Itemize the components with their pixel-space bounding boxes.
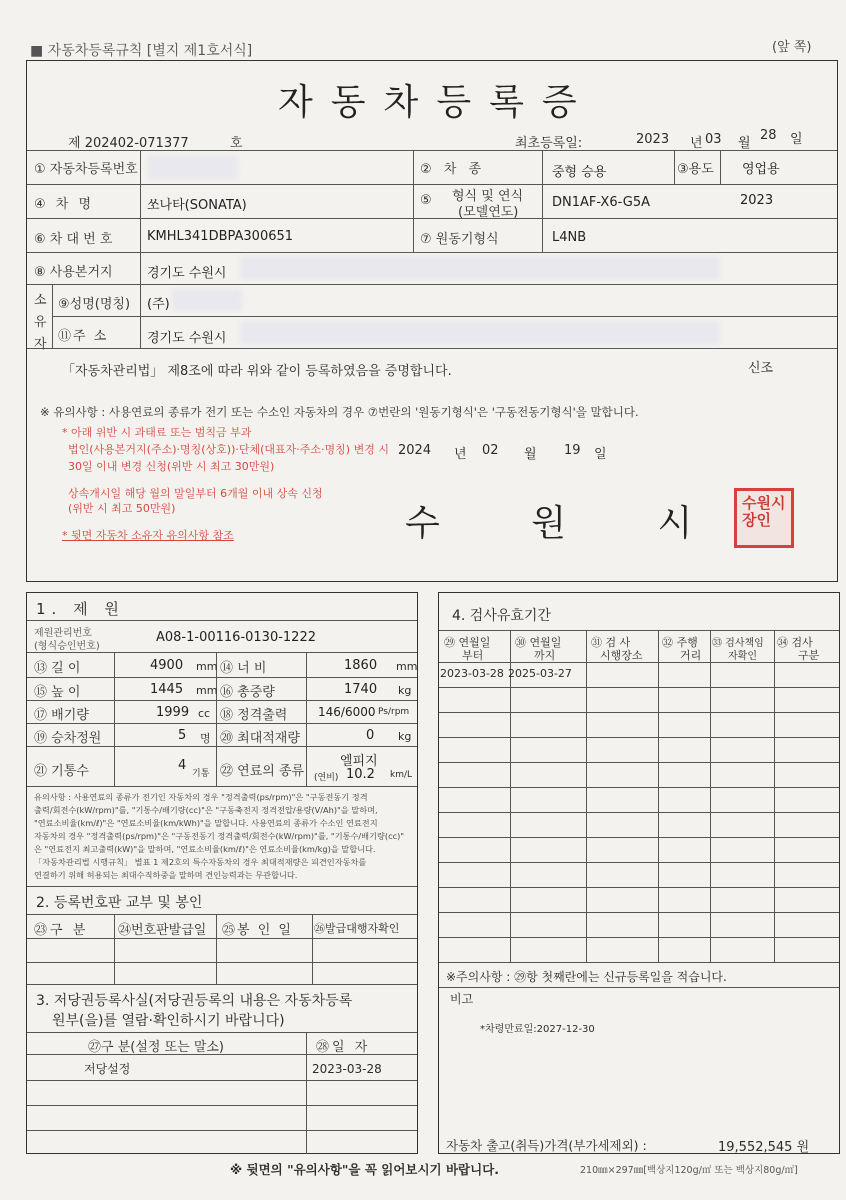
insp-header-place-1: ㉛ 검 사 — [591, 636, 631, 649]
vehicle-plate-label: ① 자동차등록번호 — [34, 162, 138, 177]
vehicle-age-expiry: *차령만료일:2027-12-30 — [480, 1024, 595, 1035]
model-year-value: 2023 — [740, 193, 774, 208]
seal-text: 수원시장인 — [742, 494, 786, 529]
rated-power-unit: Ps/rpm — [378, 707, 410, 717]
width-label: ⑭ 너 비 — [220, 661, 267, 676]
first-registration-month: 03 — [705, 132, 722, 147]
height-unit: mm — [196, 684, 218, 697]
specs-note-7: 연결하기 위해 허용되는 최대수직하중을 말하며 견인능력과는 무관합니다. — [34, 870, 298, 880]
issue-day-unit: 일 — [594, 447, 607, 462]
price-value: 19,552,545 원 — [718, 1140, 810, 1155]
specs-note-6: 「자동차관리법 시행규칙」 별표 1 제2호의 특수자동차의 경우 최대적재량은 피견인자동차를 — [34, 857, 367, 867]
gross-weight-unit: kg — [398, 684, 412, 697]
vehicle-use-label: ③용도 — [677, 162, 714, 177]
insp-header-to-2: 까지 — [534, 649, 556, 662]
plate-section-title: 2. 등록번호판 교부 및 봉인 — [36, 895, 203, 911]
penalty-note-2: 법인(사용본거지(주소)·명칭(상호))·단체(대표자·주소·명칭) 변경 시 — [68, 443, 389, 456]
fuel-type-label: ㉒ 연료의 종류 — [220, 764, 305, 779]
specs-note-3: "연료소비율(km/ℓ)"은 "연료소비율(km/kWh)"을 말합니다. 사용연료의 종류가 수소인 연료전지 — [34, 818, 378, 828]
redacted-plate-number — [148, 155, 238, 179]
redacted-owner-name — [172, 289, 242, 311]
redacted-owner-address — [240, 321, 720, 345]
engine-type-label: ⑦ 원동기형식 — [420, 232, 499, 247]
insp-header-from-2: 부터 — [462, 649, 484, 662]
paper-spec: 210㎜×297㎜[백상지120g/㎡ 또는 백상지80g/㎡] — [580, 1165, 798, 1176]
seating-unit: 명 — [200, 732, 211, 745]
insp-header-kind-1: ㉞ 검사 — [777, 636, 813, 649]
max-load-label: ⑳ 최대적재량 — [220, 731, 300, 746]
insp-header-from-1: ㉙ 연월일 — [444, 636, 491, 649]
cylinders-label: ㉑ 기통수 — [34, 764, 89, 779]
redacted-base-address — [240, 256, 720, 280]
owner-name-value: (주) — [147, 297, 170, 312]
lien-header-date: ㉘일 자 — [316, 1040, 371, 1055]
certification-statement: 「자동차관리법」 제8조에 따라 위와 같이 등록하였음을 증명합니다. — [62, 364, 452, 379]
specs-note-2: 출력/회전수(kW/rpm)"를, "기통수/배기량(cc)"은 "구동축전지 정격전압/용량(V/Ah)"을 말하며, — [34, 805, 378, 815]
chassis-number-value: KMHL341DBPA300651 — [147, 229, 294, 244]
insp-row-to: 2025-03-27 — [508, 667, 572, 680]
insp-row-from: 2023-03-28 — [440, 667, 504, 680]
insp-header-mileage-1: ㉜ 주행 — [662, 636, 698, 649]
gross-weight-label: ⑯ 총중량 — [220, 685, 275, 700]
chassis-number-label: ⑥ 차 대 번 호 — [34, 232, 113, 247]
length-value: 4900 — [150, 658, 184, 673]
lien-title-line1: 3. 저당권등록사실(저당권등록의 내용은 자동차등록 — [36, 993, 353, 1009]
model-label-line1: 형식 및 연식 — [452, 189, 524, 204]
price-label: 자동차 출고(취득)가격(부가세제외) : — [446, 1138, 647, 1153]
lien-row-type: 저당설정 — [84, 1062, 131, 1076]
fuel-type-value: 엘피지 — [340, 754, 378, 769]
owner-name-label: ⑨성명(명칭) — [58, 297, 131, 312]
model-value: DN1AF-X6-G5A — [552, 195, 651, 210]
insp-header-kind-2: 구분 — [798, 649, 820, 662]
first-registration-year-unit: 년 — [690, 136, 703, 151]
rated-power-label: ⑱ 정격출력 — [220, 708, 288, 723]
penalty-note-4: 상속개시일 해당 월의 말일부터 6개월 이내 상속 신청 — [68, 487, 323, 500]
base-location-value: 경기도 수원시 — [147, 266, 227, 281]
fuel-efficiency-prefix: (연비) — [314, 773, 339, 783]
vehicle-name-value: 쏘나타(SONATA) — [147, 198, 247, 213]
owner-address-label: ⑪주 소 — [58, 329, 109, 344]
issue-day: 19 — [564, 443, 581, 458]
vehicle-type-value: 중형 승용 — [552, 165, 607, 180]
official-seal — [734, 488, 794, 548]
engine-type-value: L4NB — [552, 230, 587, 245]
fuel-efficiency-unit: km/L — [390, 770, 413, 780]
owner-side-label: 소유자 — [34, 293, 47, 352]
penalty-note-6: * 뒷면 자동차 소유자 유의사항 참조 — [62, 529, 234, 542]
height-value: 1445 — [150, 682, 184, 697]
plate-header-agent: ㉖발급대행자확인 — [314, 922, 400, 935]
lien-header-type: ㉗구 분(설정 또는 말소) — [88, 1040, 225, 1055]
fuel-efficiency-value: 10.2 — [346, 767, 375, 782]
approval-label-line1: 제원관리번호 — [34, 628, 92, 639]
specs-note-1: 유의사항 : 사용연료의 종류가 전기인 자동차의 경우 "정격출력(ps/rpm)"은 "구동전동기 정격 — [34, 792, 368, 802]
vehicle-type-label: ② 차 종 — [420, 162, 486, 177]
issuer-name: 수 원 시 — [405, 503, 733, 544]
displacement-unit: cc — [198, 707, 211, 720]
penalty-note-3: 30일 이내 변경 신청(위반 시 최고 30만원) — [68, 460, 275, 473]
rated-power-value: 146/6000 — [318, 705, 376, 719]
height-label: ⑮ 높 이 — [34, 685, 81, 700]
first-registration-day: 28 — [760, 128, 777, 143]
vehicle-use-value: 영업용 — [742, 162, 780, 177]
penalty-note-5: (위반 시 최고 50만원) — [68, 502, 176, 515]
new-registration-label: 신조 — [748, 361, 774, 376]
insp-header-inspector-1: ㉝ 검사책임 — [712, 638, 764, 649]
base-location-label: ⑧ 사용본거지 — [34, 265, 113, 280]
issue-month-unit: 월 — [524, 447, 537, 462]
cylinders-value: 4 — [178, 758, 187, 773]
displacement-label: ⑰ 배기량 — [34, 708, 89, 723]
vehicle-name-label: ④ 차 명 — [34, 197, 95, 212]
max-load-value: 0 — [366, 728, 375, 743]
plate-header-type: ㉓구 분 — [34, 923, 89, 938]
gross-weight-value: 1740 — [344, 682, 378, 697]
form-reference: ■ 자동차등록규칙 [별지 제1호서식] — [30, 43, 253, 59]
insp-header-inspector-2: 자확인 — [728, 651, 757, 662]
insp-header-mileage-2: 거리 — [680, 649, 702, 662]
lien-title-line2: 원부(을)를 열람·확인하시기 바랍니다) — [52, 1013, 285, 1029]
issue-year: 2024 — [398, 443, 432, 458]
model-number-marker: ⑤ — [420, 193, 432, 208]
issue-year-unit: 년 — [454, 447, 467, 462]
plate-header-issue-date: ㉔번호판발급일 — [118, 923, 207, 938]
first-registration-year: 2023 — [636, 132, 670, 147]
displacement-value: 1999 — [156, 705, 190, 720]
width-unit: mm — [396, 660, 418, 673]
registration-number: 제 202402-071377 — [68, 136, 189, 151]
specs-note-4: 자동차의 경우 "정격출력(ps/rpm)"은 "구동전동기 정격출력/회전수(kW/rpm)"를, "기통수/배기량(cc)" — [34, 831, 405, 841]
inspection-title: 4. 검사유효기간 — [452, 608, 551, 624]
registration-number-unit: 호 — [230, 136, 243, 151]
inspection-note: ※주의사항 : ㉙항 첫째란에는 신규등록일을 적습니다. — [446, 970, 727, 984]
approval-label-line2: (형식승인번호) — [34, 641, 100, 652]
issue-month: 02 — [482, 443, 499, 458]
length-label: ⑬ 길 이 — [34, 661, 81, 676]
seating-value: 5 — [178, 728, 187, 743]
insp-header-to-1: ㉚ 연월일 — [515, 636, 562, 649]
max-load-unit: kg — [398, 730, 412, 743]
cylinders-unit: 기통 — [192, 769, 210, 779]
first-registration-label: 최초등록일: — [515, 136, 583, 151]
width-value: 1860 — [344, 658, 378, 673]
first-registration-day-unit: 일 — [790, 132, 803, 147]
seating-label: ⑲ 승차정원 — [34, 731, 102, 746]
specs-title: 1. 제 원 — [36, 600, 125, 618]
penalty-note-1: * 아래 위반 시 과태료 또는 범칙금 부과 — [62, 426, 252, 439]
first-registration-month-unit: 월 — [738, 136, 751, 151]
owner-address-value: 경기도 수원시 — [147, 331, 227, 346]
remarks-label: 비고 — [450, 992, 474, 1006]
page-side-label: (앞 쪽) — [772, 40, 812, 55]
lien-row-date: 2023-03-28 — [312, 1062, 382, 1076]
specs-note-5: 은 "연료전지 최고출력(kW)"을 말하며, "연료소비율(km/ℓ)"은 연료소비율(km/kg)을 말합니다. — [34, 844, 376, 854]
plate-header-seal-date: ㉕봉 인 일 — [222, 923, 293, 938]
length-unit: mm — [196, 660, 218, 673]
footer-notice: ※ 뒷면의 "유의사항"을 꼭 읽어보시기 바랍니다. — [230, 1162, 500, 1177]
approval-number: A08-1-00116-0130-1222 — [156, 630, 316, 645]
insp-header-place-2: 시행장소 — [600, 649, 643, 662]
document-title: 자동차등록증 — [278, 82, 595, 123]
model-label-line2: (모델연도) — [458, 205, 519, 220]
fuel-type-notice: ※ 유의사항 : 사용연료의 종류가 전기 또는 수소인 자동차의 경우 ⑦번란의 '원동기형식'은 '구동전동기형식'을 말합니다. — [40, 405, 639, 419]
